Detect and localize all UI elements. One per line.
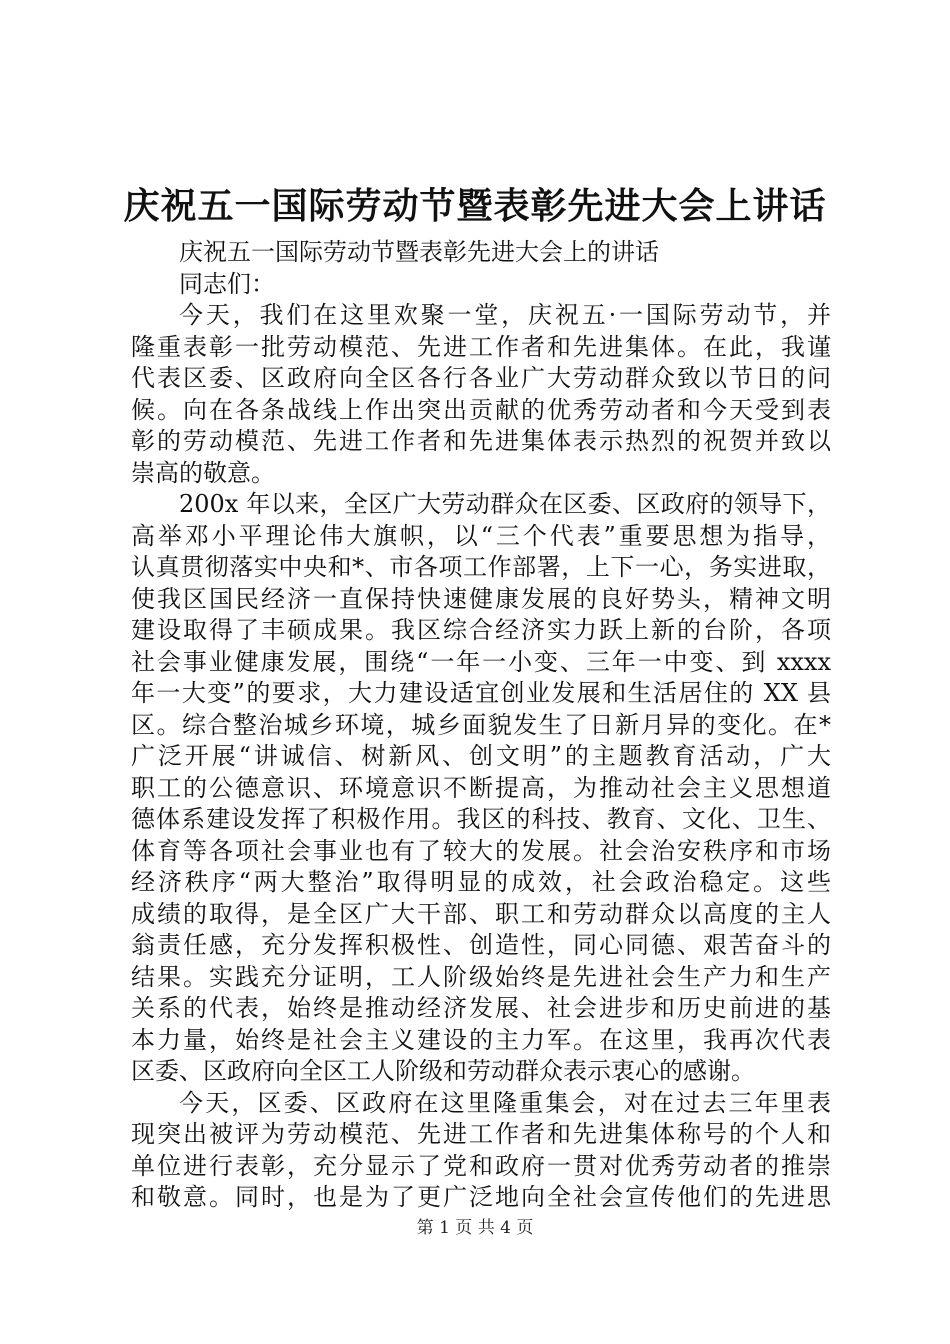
paragraph-line: 今天，我们在这里欢聚一堂，庆祝五·一国际劳动节，并 [179, 301, 831, 329]
paragraph-line: 崇高的敬意。 [131, 458, 275, 487]
paragraph [131, 300, 831, 489]
paragraph-line: 彰的劳动模范、先进工作者和先进集体表示热烈的祝贺并致以 [131, 427, 831, 455]
paragraph-line: 体育等各项社会事业也有了较大的发展。社会治安秩序和市场 [131, 836, 831, 865]
paragraph-line: 成绩的取得，是全区广大干部、职工和劳动群众以高度的主人 [131, 899, 831, 928]
paragraph-line: 广泛开展“讲诚信、树新风、创文明”的主题教育活动，广大 [131, 742, 831, 770]
page-footer: 第 1 页 共 4 页 [416, 1218, 534, 1238]
paragraph-line: 关系的代表，始终是推动经济发展、社会进步和历史前进的基 [131, 994, 831, 1022]
paragraph-line: 经济秩序“两大整治”取得明显的成效，社会政治稳定。这些 [131, 868, 831, 896]
paragraph-line: 代表区委、区政府向全区各行各业广大劳动群众致以节日的问 [131, 364, 831, 392]
paragraph-line: 现突出被评为劳动模范、先进工作者和先进集体称号的个人和 [131, 1120, 831, 1148]
paragraph-line: 职工的公德意识、环境意识不断提高，为推动社会主义思想道 [131, 773, 831, 802]
paragraph-line: 认真贯彻落实中央和*、市各项工作部署，上下一心，务实进取， [131, 553, 831, 581]
paragraph-line: 单位进行表彰，充分显示了党和政府一贯对优秀劳动者的推崇 [131, 1151, 831, 1180]
paragraph-line: 德体系建设发挥了积极作用。我区的科技、教育、文化、卫生、 [131, 805, 831, 833]
paragraph-line: 年一大变”的要求，大力建设适宜创业发展和生活居住的 XX 县 [131, 679, 831, 707]
paragraph-line: 社会事业健康发展，围绕“一年一小变、三年一中变、到 xxxx [131, 647, 831, 676]
paragraph [131, 489, 831, 1088]
paragraph-line: 高举邓小平理论伟大旗帜，以“三个代表”重要思想为指导， [131, 521, 831, 550]
paragraph-line: 翁责任感，充分发挥积极性、创造性，同心同德、艰苦奋斗的 [131, 931, 831, 959]
salutation: 同志们： [179, 269, 275, 298]
paragraph-line: 建设取得了丰硕成果。我区综合经济实力跃上新的台阶，各项 [131, 616, 831, 644]
paragraph-line: 使我区国民经济一直保持快速健康发展的良好势头，精神文明 [131, 584, 831, 613]
paragraph-container [131, 300, 831, 1214]
document-subtitle: 庆祝五一国际劳动节暨表彰先进大会上的讲话 [179, 238, 659, 266]
paragraph [131, 1088, 831, 1214]
paragraph-line: 和敬意。同时，也是为了更广泛地向全社会宣传他们的先进思 [131, 1183, 831, 1211]
document-title: 庆祝五一国际劳动节暨表彰先进大会上讲话 [123, 185, 827, 227]
paragraph-line: 区。综合整治城乡环境，城乡面貌发生了日新月异的变化。在* [131, 710, 831, 739]
paragraph-line: 结果。实践充分证明，工人阶级始终是先进社会生产力和生产 [131, 962, 831, 991]
paragraph-line: 候。向在各条战线上作出突出贡献的优秀劳动者和今天受到表 [131, 395, 831, 424]
paragraph-line: 200x 年以来，全区广大劳动群众在区委、区政府的领导下， [179, 490, 831, 518]
paragraph-line: 区委、区政府向全区工人阶级和劳动群众表示衷心的感谢。 [131, 1057, 755, 1085]
paragraph-line: 今天，区委、区政府在这里隆重集会，对在过去三年里表 [179, 1088, 831, 1117]
document-body [131, 237, 831, 1214]
paragraph-line: 本力量，始终是社会主义建设的主力军。在这里，我再次代表 [131, 1025, 831, 1054]
paragraph-line: 隆重表彰一批劳动模范、先进工作者和先进集体。在此，我谨 [131, 332, 831, 361]
